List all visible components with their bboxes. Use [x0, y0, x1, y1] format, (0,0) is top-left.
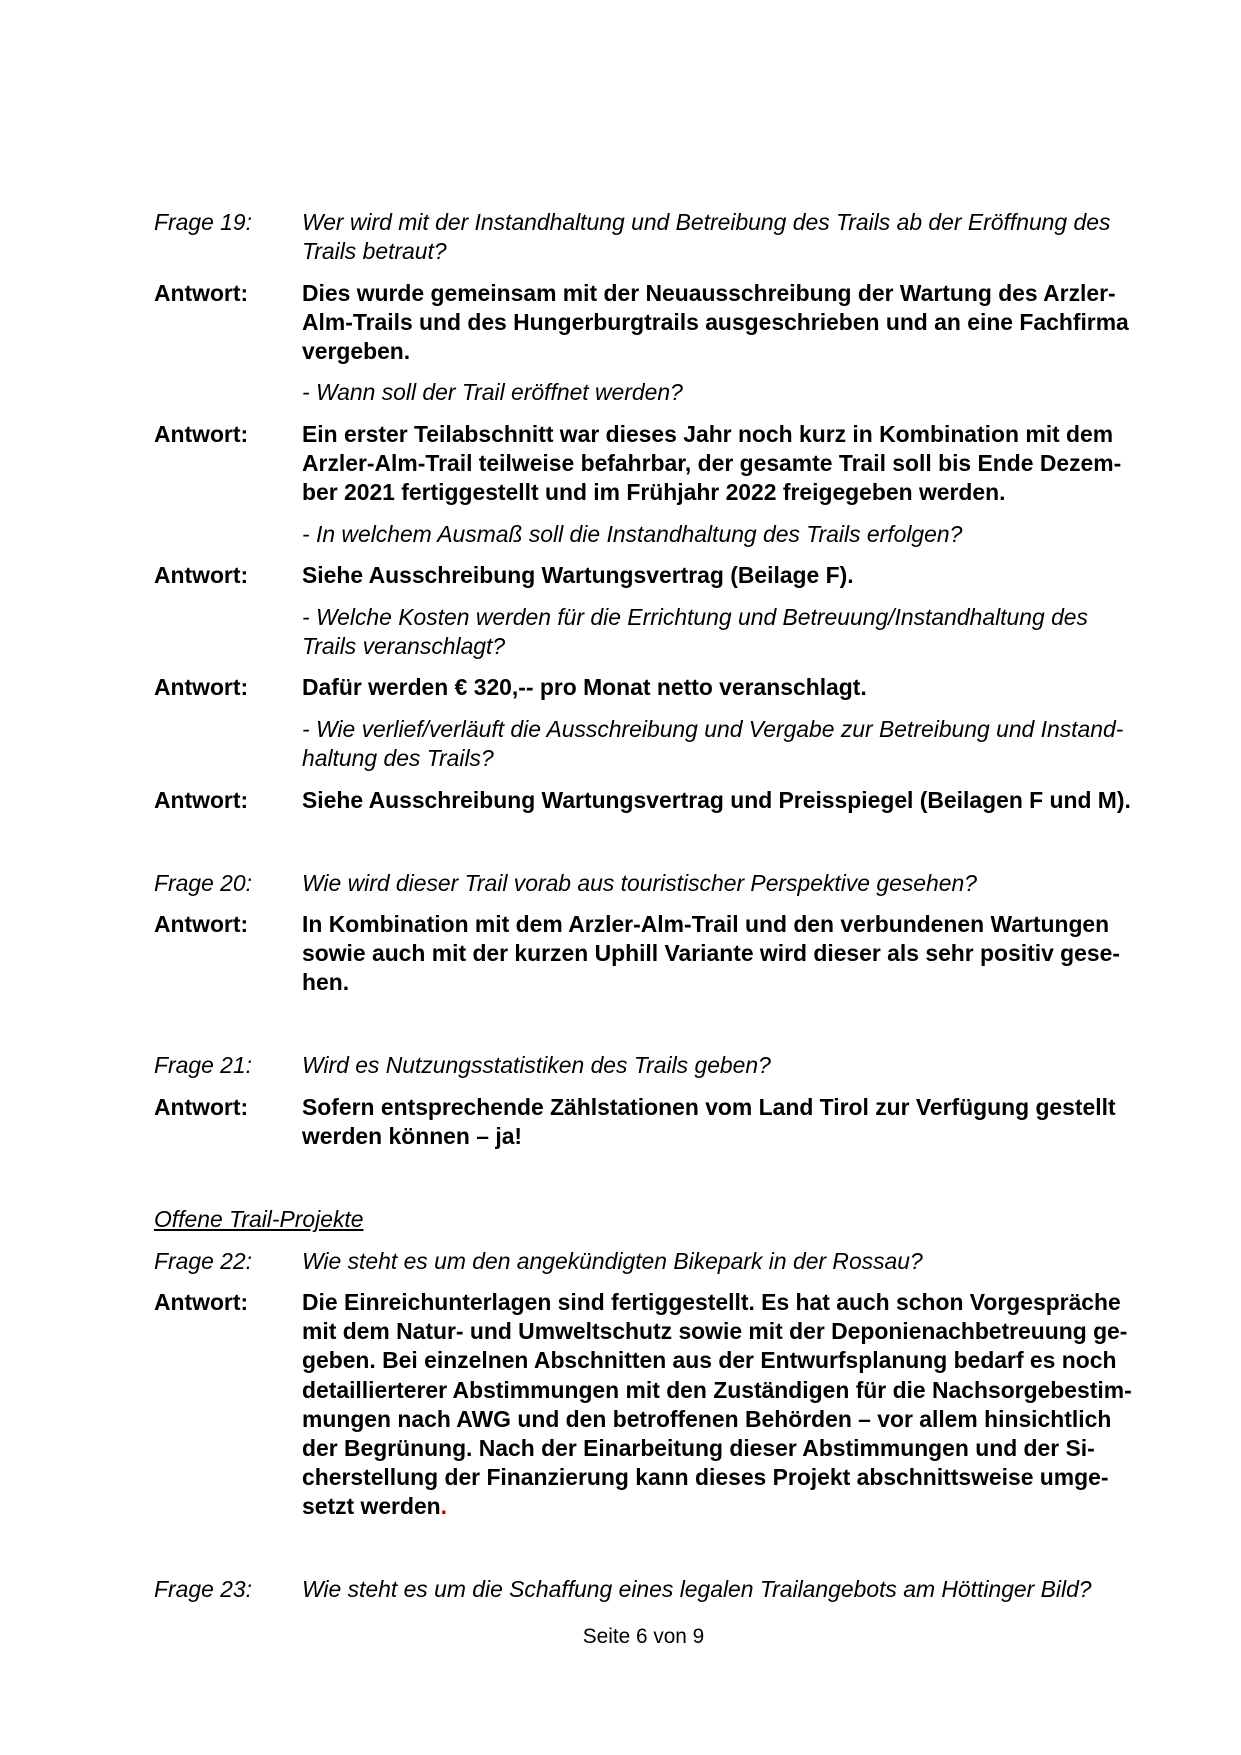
question-line: Trails betraut? [302, 238, 447, 265]
document-body [154, 208, 1133, 1616]
followup-question-row [154, 603, 1133, 661]
answer-label: Antwort: [154, 1289, 249, 1316]
followup-question-text [302, 715, 1133, 773]
answer-line: Arzler-Alm-Trail teilweise befahrbar, der gesamte Trail soll bis Ende Dezem- [302, 449, 1122, 476]
followup-question-line: - Wie verlief/verläuft die Ausschreibung und Vergabe zur Betreibung und Instand- [302, 715, 1124, 742]
followup-question-line: - Welche Kosten werden für die Errichtung und Betreuung/Instandhaltung des [302, 603, 1088, 630]
page-number: Seite 6 von 9 [582, 1625, 705, 1648]
question-block [154, 208, 1133, 827]
answer-label: Antwort: [154, 674, 249, 701]
question-block [154, 869, 1133, 1010]
answer-text [302, 420, 1133, 507]
label-spacer [154, 715, 302, 773]
question-label: Frage 19: [154, 209, 252, 235]
section [154, 208, 1133, 1164]
question-label: Frage 22: [154, 1247, 252, 1274]
question-text [302, 1575, 1133, 1604]
answer-label: Antwort: [154, 1094, 249, 1120]
answer-label: Antwort: [154, 911, 249, 938]
answer-line: Alm-Trails und des Hungerburgtrails ausgeschrieben und an eine Fachfirma [302, 308, 1129, 335]
answer-line [302, 1492, 1133, 1521]
answer-text [302, 786, 1133, 815]
followup-question-text [302, 520, 1133, 549]
answer-line: Dafür werden € 320,-- pro Monat netto veranschlagt. [302, 674, 867, 701]
question-line: Wie wird dieser Trail vorab aus touristischer Perspektive gesehen? [302, 869, 977, 896]
label-spacer [154, 603, 302, 661]
answer-label: Antwort: [154, 279, 249, 306]
question-label: Frage 23: [154, 1575, 252, 1602]
followup-question-row [154, 520, 1133, 549]
question-row [154, 1051, 1133, 1080]
section-heading: Offene Trail-Projekte [154, 1206, 364, 1233]
followup-question-text [302, 378, 1133, 407]
followup-question-line: Trails veranschlagt? [302, 632, 506, 659]
answer-line: geben. Bei einzelnen Abschnitten aus der Entwurfsplanung bedarf es noch [302, 1347, 1117, 1374]
answer-row [154, 786, 1133, 815]
question-text [302, 869, 1133, 898]
followup-question-text [302, 603, 1133, 661]
answer-line: der Begrünung. Nach der Einarbeitung dieser Abstimmungen und der Si- [302, 1434, 1095, 1461]
answer-line: detaillierterer Abstimmungen mit den Zuständigen für die Nachsorgebestim- [302, 1376, 1132, 1403]
question-label: Frage 20: [154, 869, 252, 896]
answer-label: Antwort: [154, 786, 249, 813]
followup-question-line: - In welchem Ausmaß soll die Instandhaltung des Trails erfolgen? [302, 520, 963, 547]
answer-row [154, 420, 1133, 507]
followup-question-line: - Wann soll der Trail eröffnet werden? [302, 379, 683, 406]
answer-text [302, 561, 1133, 590]
question-text [302, 1247, 1133, 1276]
answer-line: Dies wurde gemeinsam mit der Neuausschreibung der Wartung des Arzler- [302, 279, 1116, 306]
answer-line: Siehe Ausschreibung Wartungsvertrag (Beilage F). [302, 562, 854, 589]
question-line: Wie steht es um den angekündigten Bikepark in der Rossau? [302, 1247, 923, 1274]
answer-line: Sofern entsprechende Zählstationen vom Land Tirol zur Verfügung gestellt [302, 1094, 1116, 1120]
line-segment: setzt werden [302, 1492, 441, 1519]
answer-line: Siehe Ausschreibung Wartungsvertrag und Preisspiegel (Beilagen F und M). [302, 786, 1131, 813]
answer-label: Antwort: [154, 562, 249, 589]
answer-line: Die Einreichunterlagen sind fertiggestellt. Es hat auch schon Vorgespräche [302, 1289, 1121, 1316]
followup-question-row [154, 715, 1133, 773]
question-block [154, 1247, 1133, 1534]
answer-row [154, 910, 1133, 997]
question-text [302, 1051, 1133, 1080]
answer-line: hen. [302, 969, 350, 996]
question-line: Wird es Nutzungsstatistiken des Trails geben? [302, 1052, 771, 1079]
answer-row [154, 1093, 1133, 1151]
answer-text [302, 1288, 1133, 1521]
colored-punctuation: . [440, 1492, 448, 1519]
question-label: Frage 21: [154, 1052, 252, 1079]
answer-line: mungen nach AWG und den betroffenen Behörden – vor allem hinsichtlich [302, 1405, 1112, 1432]
question-row [154, 208, 1133, 266]
answer-text [302, 673, 1133, 702]
answer-line: Ein erster Teilabschnitt war dieses Jahr noch kurz in Kombination mit dem [302, 420, 1114, 447]
section [154, 1205, 1133, 1616]
question-row [154, 1247, 1133, 1276]
label-spacer [154, 520, 302, 549]
answer-line: werden können – ja! [302, 1123, 523, 1150]
answer-row [154, 561, 1133, 590]
question-row [154, 869, 1133, 898]
question-line: Wie steht es um die Schaffung eines legalen Trailangebots am Höttinger Bild? [302, 1575, 1092, 1602]
answer-row [154, 279, 1133, 366]
question-row [154, 1575, 1133, 1604]
followup-question-line: haltung des Trails? [302, 744, 494, 771]
answer-line: In Kombination mit dem Arzler-Alm-Trail und den verbundenen Wartungen [302, 911, 1110, 938]
label-spacer [154, 378, 302, 407]
question-block [154, 1575, 1133, 1617]
question-line: Wer wird mit der Instandhaltung und Betreibung des Trails ab der Eröffnung des [302, 209, 1111, 235]
answer-row [154, 673, 1133, 702]
answer-text [302, 279, 1133, 366]
question-block [154, 1051, 1133, 1163]
answer-line: vergeben. [302, 337, 411, 364]
answer-text [302, 910, 1133, 997]
answer-row [154, 1288, 1133, 1521]
question-text [302, 208, 1133, 266]
answer-line: cherstellung der Finanzierung kann dieses Projekt abschnittsweise umge- [302, 1463, 1109, 1490]
answer-line: ber 2021 fertiggestellt und im Frühjahr 2022 freigegeben werden. [302, 479, 1006, 505]
followup-question-row [154, 378, 1133, 407]
answer-line: mit dem Natur- und Umweltschutz sowie mit der Deponienachbetreuung ge- [302, 1318, 1128, 1345]
answer-line: sowie auch mit der kurzen Uphill Variante wird dieser als sehr positiv gese- [302, 940, 1120, 967]
answer-label: Antwort: [154, 420, 249, 447]
answer-text [302, 1093, 1133, 1151]
